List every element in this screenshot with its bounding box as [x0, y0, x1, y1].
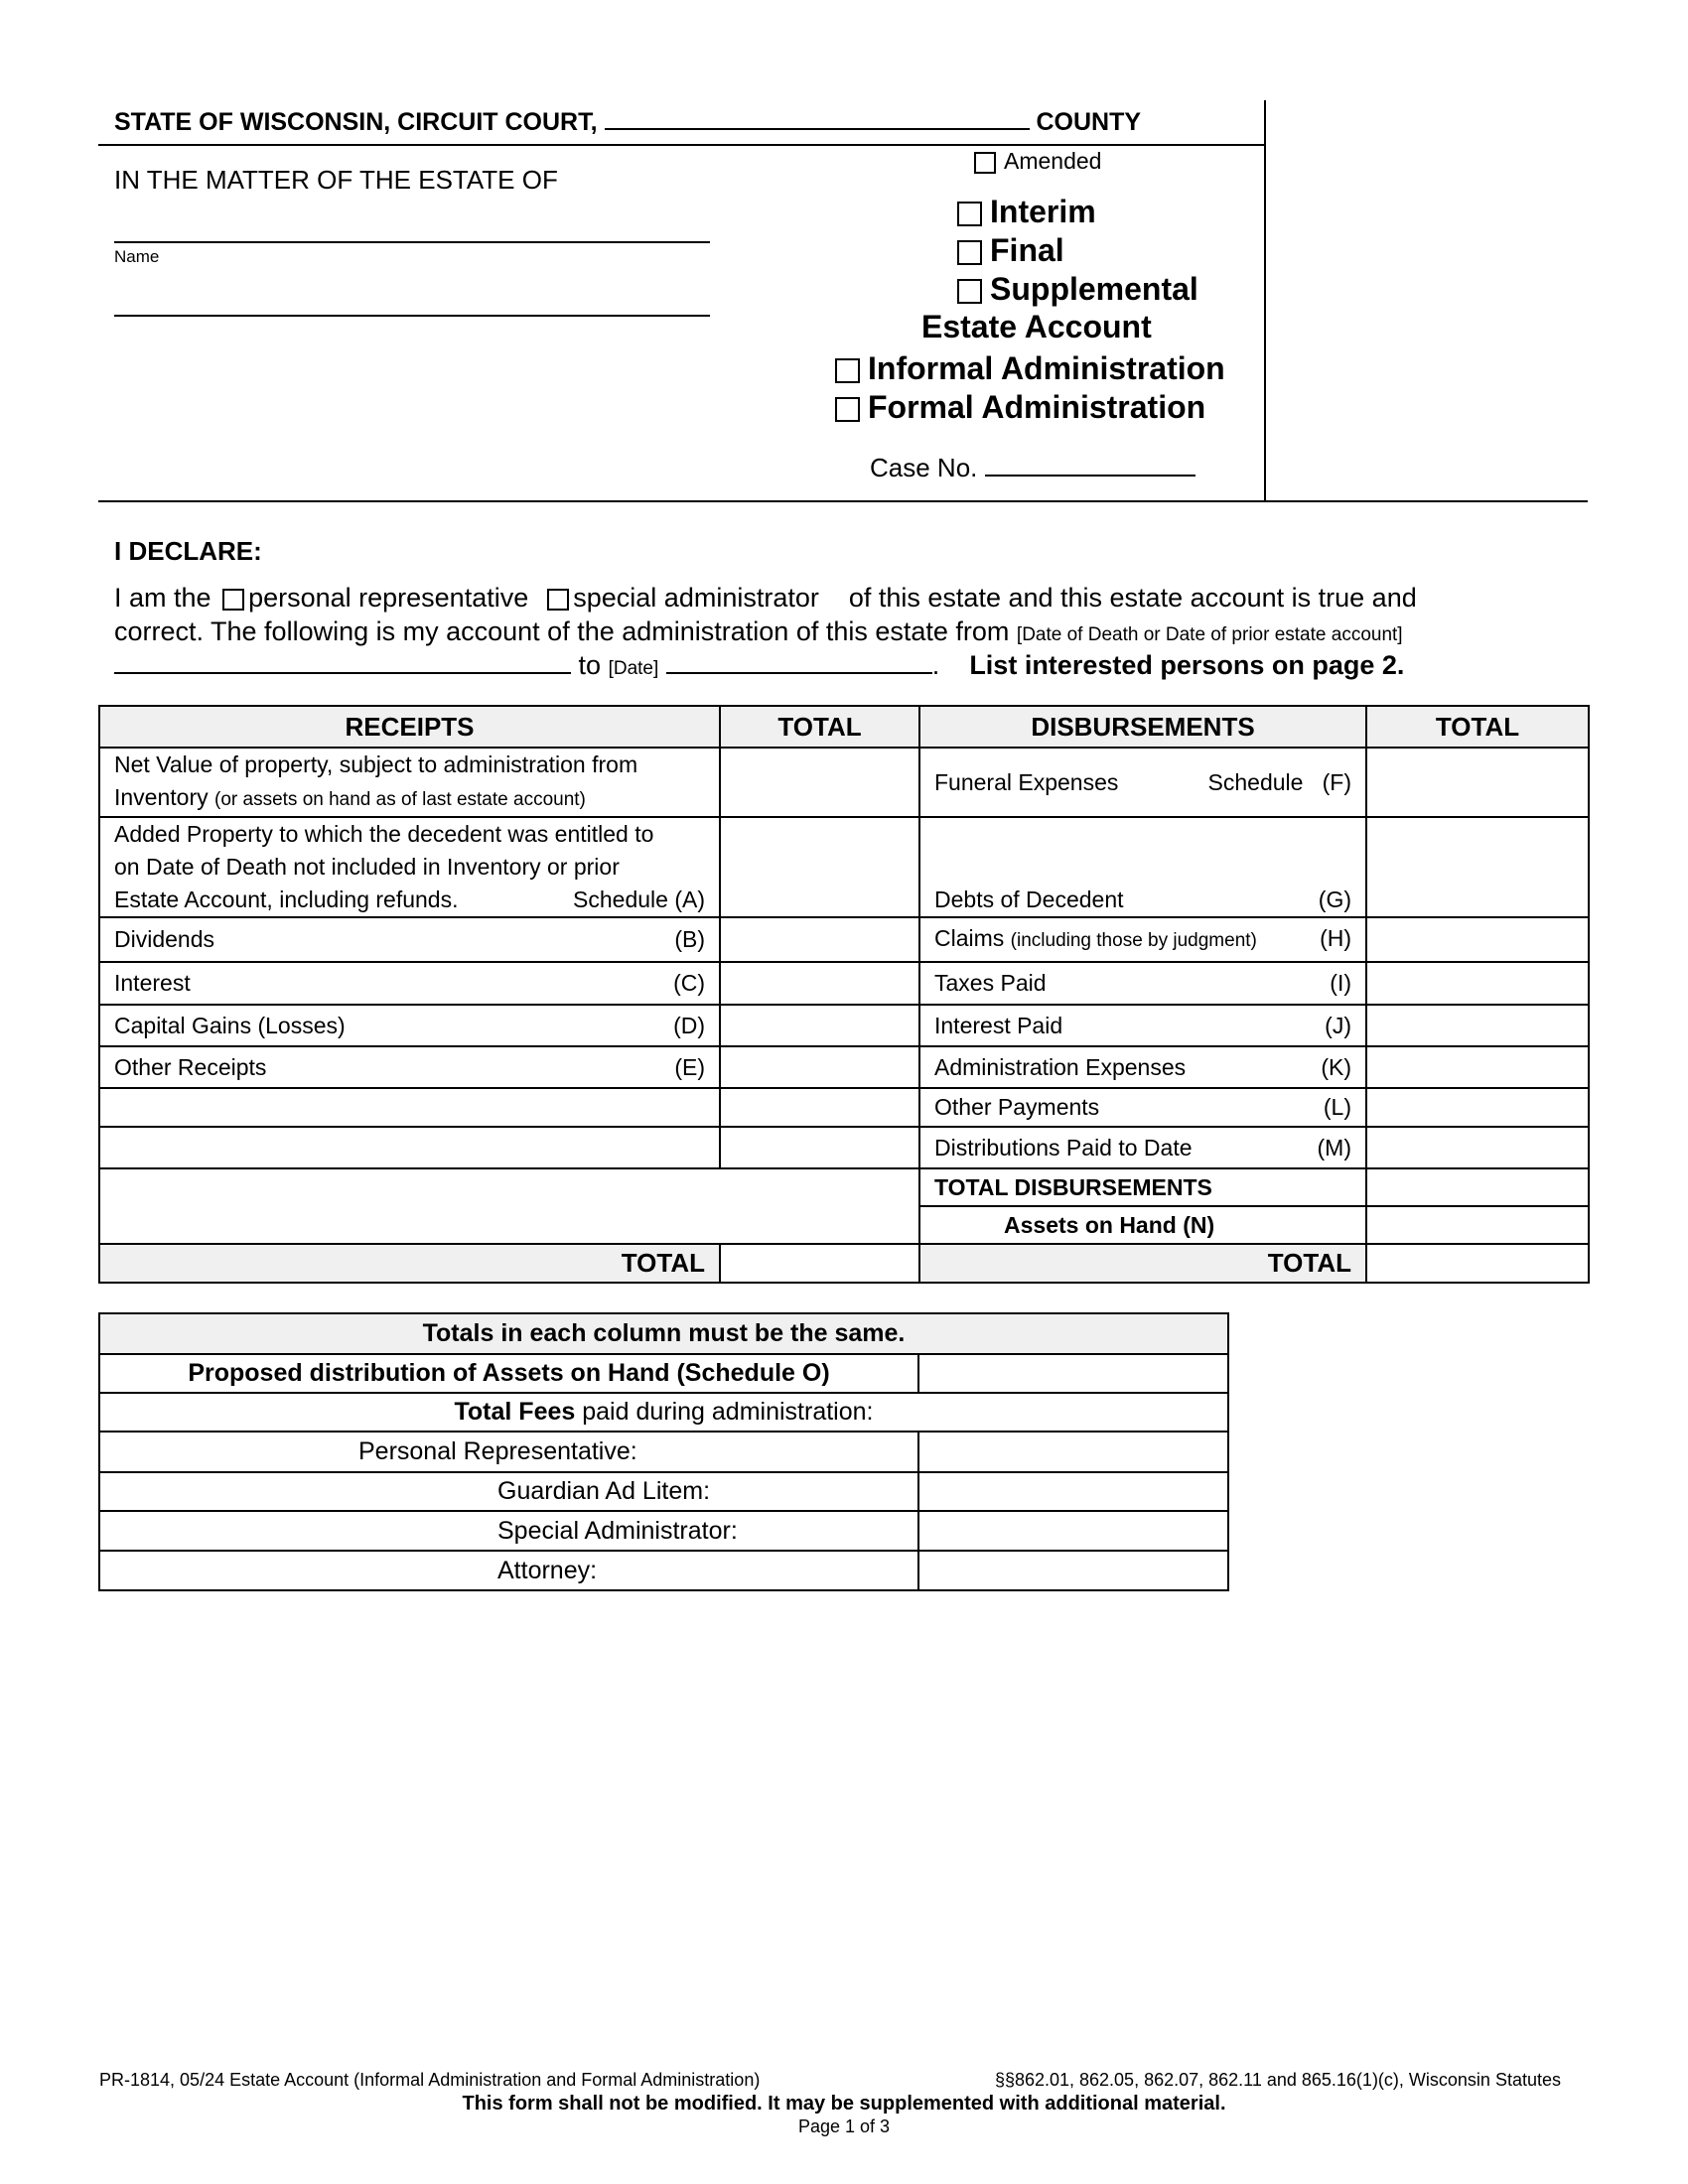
supplemental-option[interactable]: Supplemental [957, 271, 1198, 308]
case-number-field[interactable] [985, 475, 1196, 477]
disbursement-funeral: Funeral Expenses Schedule (F) [919, 748, 1366, 817]
case-number: Case No. [870, 453, 1196, 483]
receipt-total-cell[interactable] [720, 1046, 919, 1088]
receipt-total-cell[interactable] [720, 917, 919, 962]
fee-special-administrator-cell[interactable] [918, 1511, 1228, 1551]
assets-on-hand-label: Assets on Hand (N) [919, 1206, 1366, 1244]
table-row [99, 1244, 1589, 1283]
amended-option[interactable]: Amended [974, 148, 1101, 175]
fee-personal-representative-label: Personal Representative: [99, 1432, 918, 1472]
disbursement-total-cell[interactable] [1366, 1005, 1589, 1046]
special-administrator-checkbox[interactable] [547, 589, 569, 611]
disbursement-total-cell[interactable] [1366, 917, 1589, 962]
total-fees-label: Total Fees paid during administration: [99, 1393, 1228, 1432]
statutes-reference: §§862.01, 862.05, 862.07, 862.11 and 865.16(1)(c), Wisconsin Statutes [994, 2070, 1561, 2090]
disbursement-total-cell[interactable] [1366, 1127, 1589, 1168]
fee-guardian-ad-litem-cell[interactable] [918, 1472, 1228, 1511]
receipt-other: Other Receipts (E) [99, 1046, 720, 1088]
receipt-net-value: Net Value of property, subject to administration from Inventory (or assets on hand as of last estate account) [99, 748, 720, 817]
header-bottom-rule [98, 500, 1588, 502]
declaration-line-2: correct. The following is my account of the administration of this estate from [Date of Death or Date of prior estate account] [114, 616, 1403, 646]
disbursements-total-header: TOTAL [1366, 706, 1589, 748]
disbursement-administration: Administration Expenses (K) [919, 1046, 1366, 1088]
decedent-name-field[interactable] [114, 241, 710, 243]
header-vertical-divider [1264, 100, 1266, 501]
estate-account-title: Estate Account [921, 309, 1152, 344]
fee-attorney-cell[interactable] [918, 1551, 1228, 1590]
receipt-blank-cell[interactable] [99, 1127, 720, 1168]
total-disbursements-cell[interactable] [1366, 1168, 1589, 1206]
fees-table [98, 1312, 1229, 1591]
receipts-total-label: TOTAL [99, 1244, 720, 1283]
disbursements-header: DISBURSEMENTS [919, 706, 1366, 748]
receipts-grand-total-cell[interactable] [720, 1244, 919, 1283]
table-row [99, 1005, 1589, 1046]
disbursements-grand-total-cell[interactable] [1366, 1244, 1589, 1283]
table-row [99, 1168, 1589, 1206]
header-top-rule [98, 144, 1266, 146]
disbursement-debts: Debts of Decedent (G) [919, 817, 1366, 917]
court-heading: STATE OF WISCONSIN, CIRCUIT COURT, COUNTY [114, 108, 1142, 136]
formal-administration-checkbox[interactable] [835, 397, 860, 422]
interim-checkbox[interactable] [957, 202, 982, 226]
formal-administration-option[interactable]: Formal Administration [835, 389, 1205, 426]
informal-administration-option[interactable]: Informal Administration [835, 350, 1225, 387]
amended-checkbox[interactable] [974, 152, 996, 174]
receipt-total-cell[interactable] [720, 962, 919, 1005]
receipt-total-cell[interactable] [720, 1127, 919, 1168]
table-row [99, 962, 1589, 1005]
total-disbursements-label: TOTAL DISBURSEMENTS [919, 1168, 1366, 1206]
receipt-blank-cell[interactable] [99, 1088, 720, 1127]
final-checkbox[interactable] [957, 240, 982, 265]
disbursement-total-cell[interactable] [1366, 1046, 1589, 1088]
receipt-total-cell[interactable] [720, 817, 919, 917]
disbursement-total-cell[interactable] [1366, 817, 1589, 917]
fee-special-administrator-label: Special Administrator: [99, 1511, 918, 1551]
county-field[interactable] [605, 128, 1030, 130]
proposed-distribution-label: Proposed distribution of Assets on Hand (Schedule O) [99, 1354, 918, 1393]
final-option[interactable]: Final [957, 232, 1064, 269]
receipt-total-cell[interactable] [720, 1005, 919, 1046]
table-row [99, 917, 1589, 962]
disbursement-interest-paid: Interest Paid (J) [919, 1005, 1366, 1046]
receipt-total-cell[interactable] [720, 1088, 919, 1127]
receipts-blank-merged [99, 1168, 919, 1244]
disbursement-taxes: Taxes Paid (I) [919, 962, 1366, 1005]
disbursement-total-cell[interactable] [1366, 748, 1589, 817]
fee-attorney-label: Attorney: [99, 1551, 918, 1590]
receipt-total-cell[interactable] [720, 748, 919, 817]
proposed-distribution-cell[interactable] [918, 1354, 1228, 1393]
declaration-line-3: to [Date] . List interested persons on page 2. [114, 650, 1404, 681]
table-row [99, 748, 1589, 817]
table-row [99, 1088, 1589, 1127]
receipts-total-header: TOTAL [720, 706, 919, 748]
disbursement-total-cell[interactable] [1366, 962, 1589, 1005]
receipt-dividends: Dividends (B) [99, 917, 720, 962]
to-date-field[interactable] [666, 672, 932, 674]
receipts-header: RECEIPTS [99, 706, 720, 748]
informal-administration-checkbox[interactable] [835, 358, 860, 383]
receipt-interest: Interest (C) [99, 962, 720, 1005]
fee-guardian-ad-litem-label: Guardian Ad Litem: [99, 1472, 918, 1511]
personal-representative-checkbox[interactable] [222, 589, 244, 611]
totals-note: Totals in each column must be the same. [99, 1313, 1228, 1354]
disbursement-distributions: Distributions Paid to Date (M) [919, 1127, 1366, 1168]
interim-option[interactable]: Interim [957, 194, 1096, 230]
estate-of-label: IN THE MATTER OF THE ESTATE OF [114, 165, 558, 195]
declare-heading: I DECLARE: [114, 536, 262, 566]
from-date-field[interactable] [114, 672, 571, 674]
table-row [99, 1046, 1589, 1088]
table-row [99, 817, 1589, 917]
modification-notice: This form shall not be modified. It may be supplemented with additional material. [462, 2093, 1226, 2115]
disbursement-other-payments: Other Payments (L) [919, 1088, 1366, 1127]
decedent-name-field-2[interactable] [114, 315, 710, 317]
fee-personal-representative-cell[interactable] [918, 1432, 1228, 1472]
receipt-capital-gains: Capital Gains (Losses) (D) [99, 1005, 720, 1046]
table-row [99, 1127, 1589, 1168]
supplemental-checkbox[interactable] [957, 279, 982, 304]
assets-on-hand-cell[interactable] [1366, 1206, 1589, 1244]
receipt-added-property: Added Property to which the decedent was entitled to on Date of Death not included in Inventory or prior Estate Account, including refunds. Schedule (A) [99, 817, 720, 917]
declaration-line-1: I am the personal representative special administrator of this estate and this estate account is true and [114, 583, 1417, 613]
disbursement-total-cell[interactable] [1366, 1088, 1589, 1127]
page-number: Page 1 of 3 [797, 2116, 891, 2136]
disbursements-total-label: TOTAL [919, 1244, 1366, 1283]
name-label: Name [114, 247, 160, 266]
form-id: PR-1814, 05/24 Estate Account (Informal Administration and Formal Administration) [99, 2070, 761, 2090]
disbursement-claims: Claims (including those by judgment) (H) [919, 917, 1366, 962]
estate-account-table [98, 705, 1590, 1284]
